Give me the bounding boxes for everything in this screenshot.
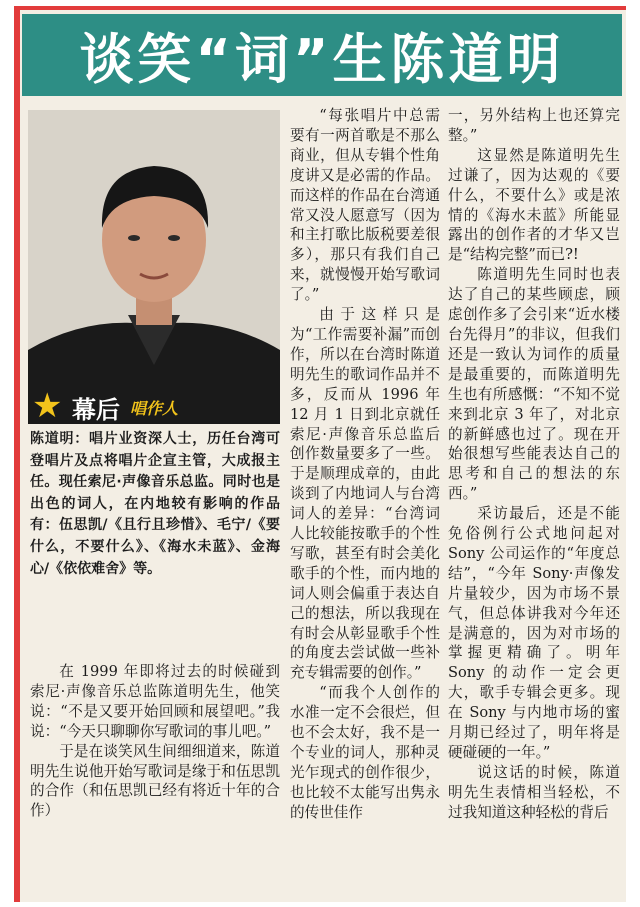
col3-paragraph: 说这话的时候，陈道明先生表情相当轻松，不过我知道这种轻松的背后 — [448, 763, 620, 821]
bio-name: 陈道明： — [30, 431, 89, 447]
col3-paragraph: 一，另外结构上也还算完整。” — [448, 107, 620, 144]
col2-paragraph: “每张唱片中总需要有一两首歌是不那么商业，但从专辑个性角度讲又是必需的作品。而这样的作品在台湾通常又没人愿意写（因为和主打歌比版税要差很多），那只有我们自己来，就慢慢开始写歌词了。” — [290, 107, 440, 304]
headline-banner — [22, 14, 622, 96]
col2-paragraph: “而我个人创作的水准一定不会很烂，但也不会太好，我不是一个专业的词人，那种灵光乍现式的创作很少，也比较不太能写出隽永的传世佳作 — [290, 684, 440, 821]
col3-paragraph: 陈道明先生同时也表达了自己的某些顾虑，顾虑创作多了会引来“近水楼台先得月”的非议，但我们还是一致认为词作的质量是最重要的，而陈道明先生也有所感慨：“不知不觉来到北京 3 年了，对北京的新鲜感也过了。现在开始很想写些能表达自己的思考和自己的想法的东西。” — [448, 266, 620, 503]
column-2 — [290, 106, 440, 823]
bio-box — [30, 429, 280, 580]
bio-text: 唱片业资深人士，历任台湾可登唱片及点将唱片企宣主管，大成报主任。现任索尼·声像音乐总监。同时也是出色的词人，在内地较有影响的作品有：伍思凯/《且行且珍惜》、毛宁/《要什么，不要什么》、《海水未蓝》、金海心/《依依难舍》等。 — [30, 431, 280, 577]
column-1 — [30, 662, 280, 821]
badge-title: 幕后 — [72, 396, 120, 424]
col2-paragraph: 由于这样只是为“工作需要补漏”而创作，所以在台湾时陈道明先生的歌词作品并不多，反而从 1996 年 12 月 1 日到北京就任索尼·声像音乐总监后创作数量要多了一些。于是顺理成章的，由此谈到了内地词人与台湾词人的差异：“台湾词人比较能按歌手的个性写歌，甚至有时会美化歌手的个性，而内地的词人则会偏重于表达自己的想法，所以我现在有时会从彰显歌手个性的角度去尝试做一些补充专辑需要的创作。” — [290, 306, 440, 682]
column-3 — [448, 106, 620, 823]
top-red-border — [14, 6, 626, 10]
col3-paragraph: 这显然是陈道明先生过谦了，因为达观的《要什么，不要什么》或是浓情的《海水未蓝》所能显露出的创作者的才华又岂是“结构完整”而已?! — [448, 146, 620, 264]
left-red-border — [14, 6, 20, 902]
column-badge — [28, 386, 280, 424]
col1-paragraph: 于是在谈笑风生间细细道来，陈道明先生说他开始写歌词是缘于和伍思凯的合作（和伍思凯已经有将近十年的合作） — [30, 742, 280, 820]
headline-text: 谈笑“词”生陈道明 — [79, 27, 565, 91]
col1-paragraph: 在 1999 年即将过去的时候碰到索尼·声像音乐总监陈道明先生，他笑说：“不是又要开始回顾和展望吧。”我说：“今天只聊聊你写歌词的事儿吧。” — [30, 663, 280, 740]
portrait-photo — [28, 110, 280, 424]
star-icon: ★ — [32, 386, 63, 424]
portrait-illustration — [28, 110, 280, 424]
col3-paragraph: 采访最后，还是不能免俗例行公式地问起对 Sony 公司运作的“年度总结”，“今年 Sony·声像发片量较少，因为市场不景气，但总体讲我对今年还是满意的，因为对市场的掌握更精确了。明年 Sony 的动作一定会更大，歌手专辑会更多。现在 Sony 与内地市场的蜜月期已经过了，明年将是硬碰硬的一年。” — [448, 505, 620, 761]
newspaper-clipping — [14, 6, 626, 902]
badge-role: 唱作人 — [130, 399, 179, 418]
